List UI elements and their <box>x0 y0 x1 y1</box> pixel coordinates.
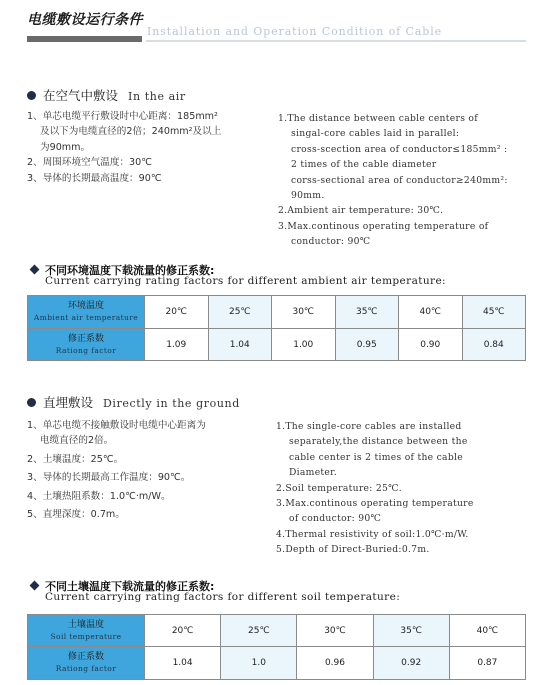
table-cell: 0.90 <box>399 329 463 361</box>
list-item: Diameter. <box>289 467 338 479</box>
section-title-cn: 直埋敷设 <box>43 395 94 410</box>
table-cell: 30℃ <box>297 615 373 647</box>
list-item: 3.Max.continous operating temperature <box>276 498 474 510</box>
section-title-cn: 在空气中敷设 <box>43 88 119 103</box>
table-cell: 40℃ <box>399 296 463 329</box>
table-cell: 40℃ <box>449 615 525 647</box>
list-item: 5、直埋深度：0.7m。 <box>27 509 125 521</box>
list-item: 2、周围环境空气温度：30℃ <box>27 157 153 169</box>
table-row-header: 土壤温度 Soil temperature <box>28 615 145 647</box>
list-item: 1.The distance between cable centers of <box>278 113 478 124</box>
table-row-header: 修正系数 Rationg factor <box>28 329 145 361</box>
table-row-header: 环境温度 Ambient air temperature <box>28 296 145 329</box>
list-item: 电缆直径的2倍。 <box>40 435 114 447</box>
section-heading-ground <box>27 393 240 411</box>
list-item: 1.The single-core cables are installed <box>276 421 462 432</box>
table-cell: 0.92 <box>373 647 449 680</box>
list-item: 3、导体的长期最高工作温度：90℃。 <box>27 472 191 484</box>
diamond-bullet-icon <box>30 581 40 591</box>
list-item: of conductor: 90℃ <box>289 513 382 525</box>
ground-en-list <box>276 419 538 558</box>
list-item: 及以下为电缆直径的2倍；240mm²及以上 <box>40 126 222 138</box>
list-item: 2.Soil temperature: 25℃. <box>276 482 402 494</box>
section-heading-air <box>27 86 186 104</box>
table-row-header: 修正系数 Rationg factor <box>28 647 145 680</box>
table-cell: 20℃ <box>145 296 209 329</box>
bullet-dot-icon <box>27 91 36 100</box>
list-item: 4.Thermal resistivity of soil:1.0℃·m/W. <box>276 528 469 540</box>
list-item: 2、土壤温度：25℃。 <box>27 453 124 465</box>
list-item: 为90mm。 <box>40 141 91 153</box>
section-title-en: Directly in the ground <box>103 397 240 410</box>
table-cell: 30℃ <box>272 296 336 329</box>
diamond-bullet-icon <box>30 265 40 275</box>
air-factor-heading-en: Current carrying rating factors for different ambient air temperature: <box>45 275 446 287</box>
table-cell: 0.96 <box>297 647 373 680</box>
list-item: 3.Max.continous operating temperature of <box>278 220 489 232</box>
list-item: singal-core cables laid in parallel: <box>291 128 460 140</box>
header-bar <box>27 36 142 42</box>
list-item: separately,the distance between the <box>289 436 468 448</box>
list-item: 2.Ambient air temperature: 30℃. <box>278 205 444 217</box>
ground-factor-table <box>27 614 526 680</box>
table-cell: 0.84 <box>462 329 526 361</box>
list-item: cable center is 2 times of the cable <box>289 451 463 463</box>
list-item: corss-sectional area of conductor≥240mm²: <box>291 174 508 186</box>
list-item: 90mm. <box>291 190 325 202</box>
air-en-list <box>278 111 538 250</box>
table-cell: 35℃ <box>373 615 449 647</box>
table-cell: 1.0 <box>221 647 297 680</box>
list-item: 5.Depth of Direct-Buried:0.7m. <box>276 544 430 556</box>
table-row <box>28 647 526 680</box>
table-cell: 25℃ <box>208 296 272 329</box>
ground-factor-heading: 不同土壤温度下载流量的修正系数: <box>31 578 214 594</box>
page-title: 电缆敷设运行条件 <box>27 12 143 28</box>
table-cell: 25℃ <box>221 615 297 647</box>
table-row <box>28 329 526 361</box>
table-row <box>28 296 526 329</box>
table-cell: 45℃ <box>462 296 526 329</box>
table-cell: 1.00 <box>272 329 336 361</box>
list-item: 1、单芯电缆不接触敷设时电缆中心距离为 <box>27 420 206 431</box>
table-cell: 20℃ <box>145 615 221 647</box>
list-item: cross-scection area of conductor≤185mm² : <box>291 143 508 155</box>
table-row <box>28 615 526 647</box>
air-cn-list <box>27 109 267 186</box>
header-rule <box>146 40 526 42</box>
section-title-en: In the air <box>128 90 186 103</box>
table-cell: 0.87 <box>449 647 525 680</box>
ground-factor-heading-en: Current carrying rating factors for different soil temperature: <box>45 591 401 603</box>
list-item: conductor: 90℃ <box>291 236 371 248</box>
page-subtitle: Installation and Operation Condition of Cable <box>147 25 443 38</box>
air-factor-heading: 不同环境温度下载流量的修正系数: <box>31 262 214 278</box>
table-cell: 1.09 <box>145 329 209 361</box>
table-cell: 1.04 <box>145 647 221 680</box>
ground-cn-list <box>27 418 267 522</box>
table-cell: 0.95 <box>335 329 399 361</box>
list-item: 3、导体的长期最高温度：90℃ <box>27 172 162 184</box>
table-cell: 1.04 <box>208 329 272 361</box>
bullet-dot-icon <box>27 398 36 407</box>
list-item: 2 times of the cable diameter <box>291 159 437 171</box>
air-factor-table <box>27 295 526 361</box>
list-item: 4、土壤热阻系数：1.0℃·m/W。 <box>27 490 171 502</box>
table-cell: 35℃ <box>335 296 399 329</box>
list-item: 1、单芯电缆平行敷设时中心距离：185mm² <box>27 111 218 122</box>
